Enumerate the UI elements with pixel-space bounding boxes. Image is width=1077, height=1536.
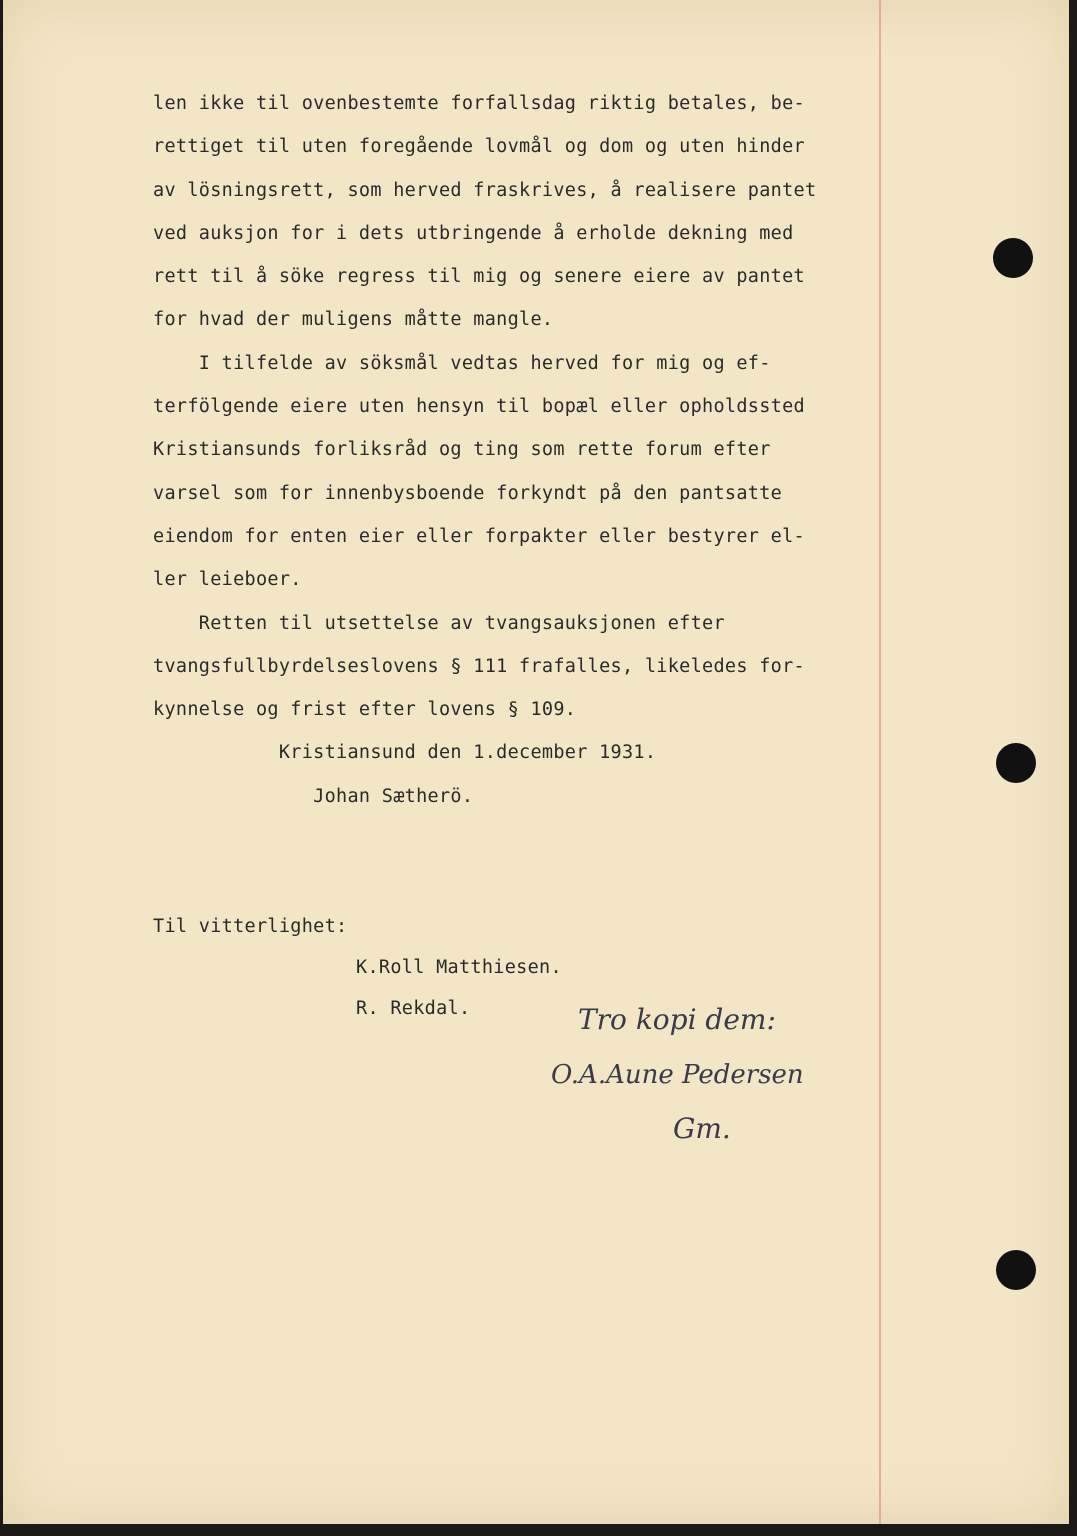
body-line: rettiget til uten foregående lovmål og dom og uten hinder (153, 136, 805, 158)
body-line: ved auksjon for i dets utbringende å erholde dekning med (153, 222, 794, 244)
body-line: terfölgende eiere uten hensyn til bopæl eller opholdssted (153, 396, 805, 418)
body-line: len ikke til ovenbestemte forfallsdag riktig betales, be- (153, 93, 805, 114)
body-line: ler leieboer. (153, 569, 302, 591)
body-line: for hvad der muligens måtte mangle. (153, 309, 554, 331)
body-line: eiendom for enten eier eller forpakter eller bestyrer el- (153, 525, 805, 547)
body-line: I tilfelde av söksmål vedtas herved for mig og ef- (153, 352, 771, 374)
punch-hole (996, 743, 1036, 783)
document-page (3, 0, 1069, 1524)
witness-name: R. Rekdal. (356, 998, 471, 1019)
witness-name: K.Roll Matthiesen. (356, 957, 562, 978)
punch-hole (993, 238, 1033, 278)
body-line: kynnelse og frist efter lovens § 109. (153, 699, 577, 721)
document-body (153, 82, 913, 818)
body-line: av lösningsrett, som herved fraskrives, å realisere pantet (153, 179, 817, 201)
body-line: Kristiansunds forliksråd og ting som rette forum efter (153, 439, 771, 461)
witness-heading: Til vitterlighet: (153, 916, 348, 937)
handwritten-title: Gm. (673, 1112, 731, 1145)
handwritten-note: Tro kopi dem: (578, 1003, 776, 1036)
body-line: Retten til utsettelse av tvangsauksjonen efter (153, 612, 725, 634)
body-line: tvangsfullbyrdelseslovens § 111 frafalles, likeledes for- (153, 655, 805, 677)
body-line: rett til å söke regress til mig og senere eiere av pantet (153, 266, 805, 288)
body-line: varsel som for innenbysboende forkyndt på den pantsatte (153, 482, 783, 504)
punch-hole (996, 1250, 1036, 1290)
date-line: Kristiansund den 1.december 1931. (153, 742, 657, 764)
handwritten-signature: O.A.Aune Pedersen (551, 1060, 804, 1090)
witness-block (153, 906, 913, 1029)
signature-typed: Johan Sætherö. (153, 785, 474, 807)
